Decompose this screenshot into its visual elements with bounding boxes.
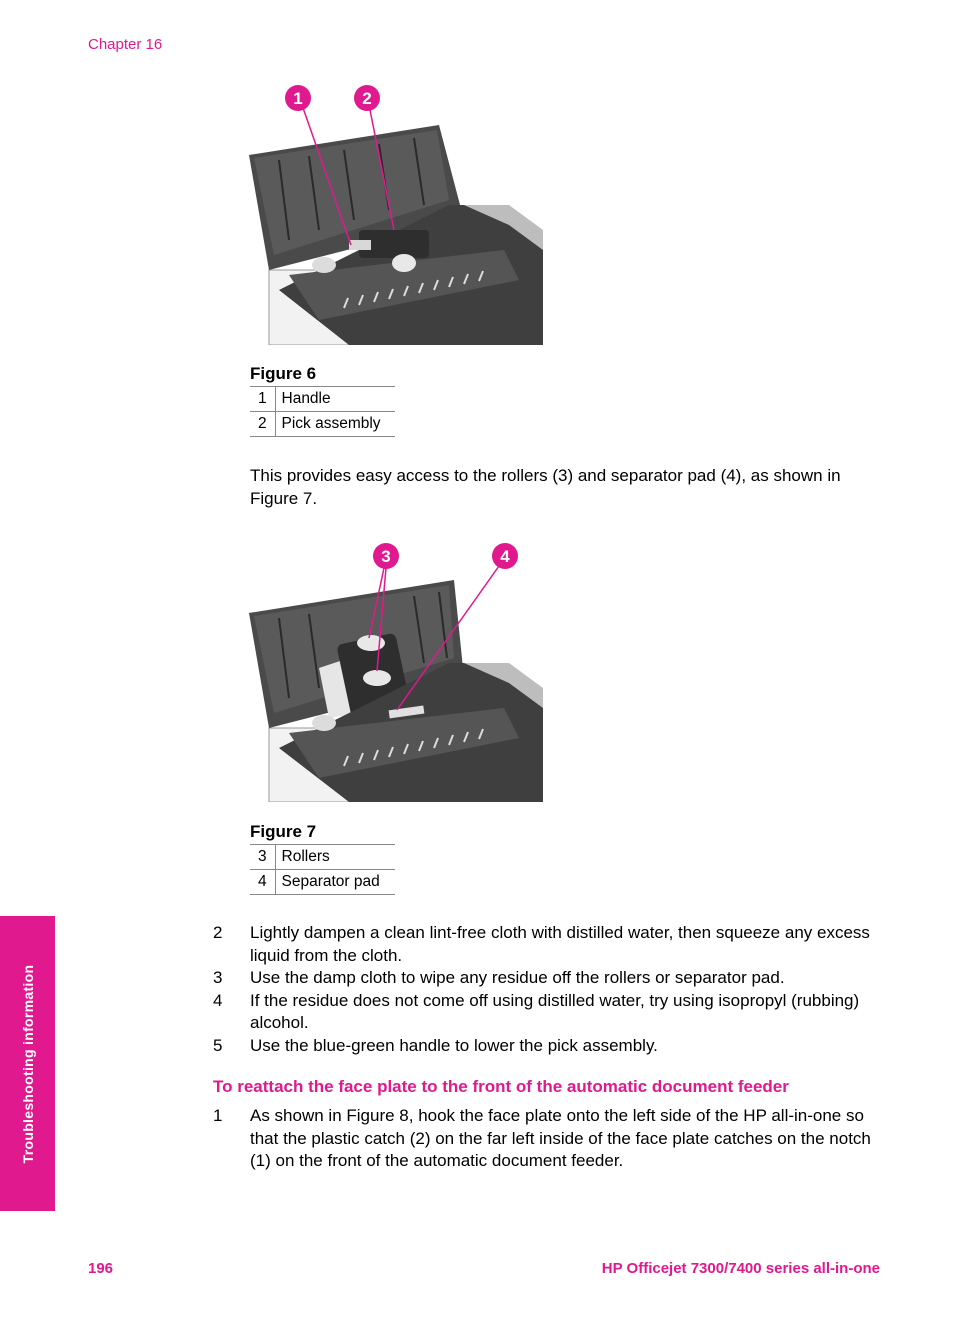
side-tab <box>0 916 55 1211</box>
legend-number: 3 <box>250 845 275 870</box>
table-row <box>250 845 395 870</box>
step-text: As shown in Figure 8, hook the face plate onto the left side of the HP all-in-one so that the plastic catch (2) on the far left inside of the face plate catches on the notch (1) on the front of the automatic document feeder. <box>250 1106 871 1170</box>
step-number: 2 <box>213 923 223 942</box>
page-number: 196 <box>88 1260 114 1277</box>
legend-number: 1 <box>250 387 275 412</box>
table-row <box>250 412 395 437</box>
figure-6-title: Figure 6 <box>250 364 317 383</box>
product-name: HP Officejet 7300/7400 series all-in-one <box>601 1260 880 1277</box>
intro-paragraph: This provides easy access to the rollers (3) and separator pad (4), as shown in Figure 7. <box>250 466 841 508</box>
callout-2: 2 <box>362 89 372 108</box>
chapter-label: Chapter 16 <box>88 36 163 53</box>
step-text: If the residue does not come off using distilled water, try using isopropyl (rubbing) alcohol. <box>250 990 860 1032</box>
legend-label: Rollers <box>275 845 395 870</box>
step-number: 4 <box>213 990 223 1010</box>
list-item <box>213 990 893 1035</box>
legend-number: 2 <box>250 412 275 437</box>
side-tab-label: Troubleshooting information <box>19 964 36 1163</box>
steps-list-2 <box>213 1105 893 1173</box>
list-item <box>213 922 893 967</box>
callout-4: 4 <box>500 547 510 566</box>
step-number: 5 <box>213 1035 223 1055</box>
figure-6-legend <box>250 386 395 437</box>
step-text: Use the blue-green handle to lower the pick assembly. <box>250 1035 658 1055</box>
step-number: 3 <box>213 968 223 987</box>
callout-1: 1 <box>293 89 303 108</box>
callout-3: 3 <box>381 547 391 566</box>
table-row <box>250 870 395 895</box>
figure-7-title: Figure 7 <box>250 822 317 841</box>
list-item <box>213 1105 893 1173</box>
figure-7-legend <box>250 844 395 895</box>
legend-label: Separator pad <box>275 870 395 895</box>
list-item <box>213 967 893 990</box>
step-text: Lightly dampen a clean lint-free cloth with distilled water, then squeeze any excess liquid from the cloth. <box>250 923 870 965</box>
steps-list <box>213 922 893 1057</box>
legend-label: Handle <box>275 387 395 412</box>
list-item <box>213 1035 893 1058</box>
figure-6-image <box>249 80 543 345</box>
figure-7-image <box>249 538 543 802</box>
section-heading: To reattach the face plate to the front of the automatic document feeder <box>213 1077 789 1096</box>
step-number: 1 <box>213 1106 223 1125</box>
legend-label: Pick assembly <box>275 412 395 437</box>
table-row <box>250 387 395 412</box>
legend-number: 4 <box>250 870 275 895</box>
step-text: Use the damp cloth to wipe any residue off the rollers or separator pad. <box>250 968 785 987</box>
